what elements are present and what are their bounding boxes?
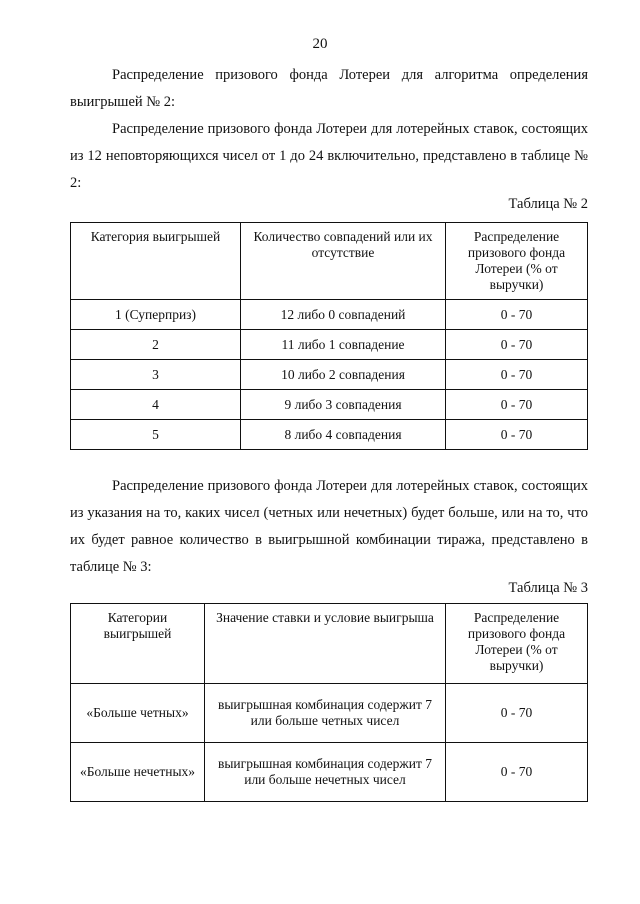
table-cell: 8 либо 4 совпадения (241, 420, 446, 450)
table-row (71, 390, 588, 420)
table-cell: 0 - 70 (446, 360, 588, 390)
table-cell: 0 - 70 (446, 684, 588, 743)
page-number: 20 (312, 36, 328, 52)
table-cell: «Больше нечетных» (71, 743, 205, 802)
table-cell: выигрышная комбинация содержит 7 или больше четных чисел (205, 684, 446, 743)
table-row (71, 300, 588, 330)
table-cell: 3 (71, 360, 241, 390)
table-cell: 0 - 70 (446, 420, 588, 450)
table-row (71, 420, 588, 450)
table-cell: 0 - 70 (446, 330, 588, 360)
table-cell: 5 (71, 420, 241, 450)
table3-caption: Таблица № 3 (508, 580, 588, 596)
intro-paragraph: Распределение призового фонда Лотереи для алгоритма определения выигрышей № 2: (70, 67, 588, 110)
table-header-cell: Распределение призового фонда Лотереи (% от выручки) (446, 223, 588, 300)
table-cell: 0 - 70 (446, 743, 588, 802)
table2-intro-paragraph: Распределение призового фонда Лотереи для лотерейных ставок, состоящих из 12 неповторяющихся чисел от 1 до 24 включительно, представлено в таблице № 2: (70, 121, 588, 191)
table-header-cell: Категории выигрышей (71, 604, 205, 684)
table-cell: 9 либо 3 совпадения (241, 390, 446, 420)
table-cell: 0 - 70 (446, 390, 588, 420)
table-row (71, 743, 588, 802)
table-cell: 0 - 70 (446, 300, 588, 330)
table-header-row (71, 604, 588, 684)
table-cell: 2 (71, 330, 241, 360)
table-header-cell: Распределение призового фонда Лотереи (% от выручки) (446, 604, 588, 684)
table-cell: 11 либо 1 совпадение (241, 330, 446, 360)
table-cell: 1 (Суперприз) (71, 300, 241, 330)
table-header-row (71, 223, 588, 300)
table-cell: выигрышная комбинация содержит 7 или больше нечетных чисел (205, 743, 446, 802)
table-cell: «Больше четных» (71, 684, 205, 743)
table3-intro-paragraph: Распределение призового фонда Лотереи для лотерейных ставок, состоящих из указания на то, каких чисел (четных или нечетных) будет больше, или на то, что их будет равное количество в выигрышной комбинации тиража, представлено в таблице № 3: (70, 478, 588, 575)
table-header-cell: Количество совпадений или их отсутствие (241, 223, 446, 300)
table-cell: 10 либо 2 совпадения (241, 360, 446, 390)
prize-distribution-table-2 (70, 222, 588, 450)
table2-caption: Таблица № 2 (508, 196, 588, 212)
table-row (71, 360, 588, 390)
table-cell: 12 либо 0 совпадений (241, 300, 446, 330)
table-row (71, 330, 588, 360)
prize-distribution-table-3 (70, 603, 588, 802)
table-header-cell: Значение ставки и условие выигрыша (205, 604, 446, 684)
table-cell: 4 (71, 390, 241, 420)
table-row (71, 684, 588, 743)
table-header-cell: Категория выигрышей (71, 223, 241, 300)
